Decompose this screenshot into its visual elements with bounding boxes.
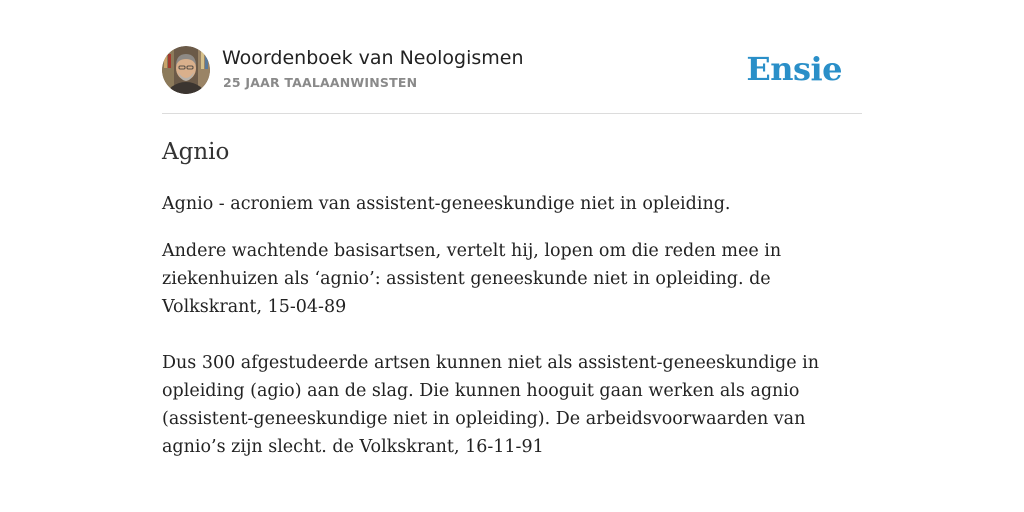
author-name[interactable]: Woordenboek van Neologismen — [222, 47, 524, 69]
author-subtitle: 25 JAAR TAALAANWINSTEN — [223, 75, 418, 90]
brand-logo[interactable]: Ensie — [746, 50, 842, 88]
quote-item: Dus 300 afgestudeerde artsen kunnen niet als assistent-geneeskundige in opleiding (agio) aan de slag. Die kunnen hooguit gaan werken als agnio (assistent-geneeskundige niet in opleiding). De arbeidsvoorwaarden van agnio’s zijn slecht. de Volkskrant, 16-11-91 — [162, 353, 820, 457]
quote-item: Andere wachtende basisartsen, vertelt hij, lopen om die reden mee in ziekenhuizen als ‘agnio’: assistent geneeskunde niet in opleiding. de Volkskrant, 15-04-89 — [162, 241, 782, 317]
divider — [162, 113, 862, 114]
header — [162, 46, 862, 96]
entry-title: Agnio — [162, 139, 230, 165]
entry-card — [162, 0, 862, 512]
entry-definition: Agnio - acroniem van assistent-geneeskundige niet in opleiding. — [162, 194, 731, 214]
person-portrait-icon — [162, 46, 210, 94]
quotes-list — [162, 237, 862, 461]
avatar[interactable] — [162, 46, 210, 94]
